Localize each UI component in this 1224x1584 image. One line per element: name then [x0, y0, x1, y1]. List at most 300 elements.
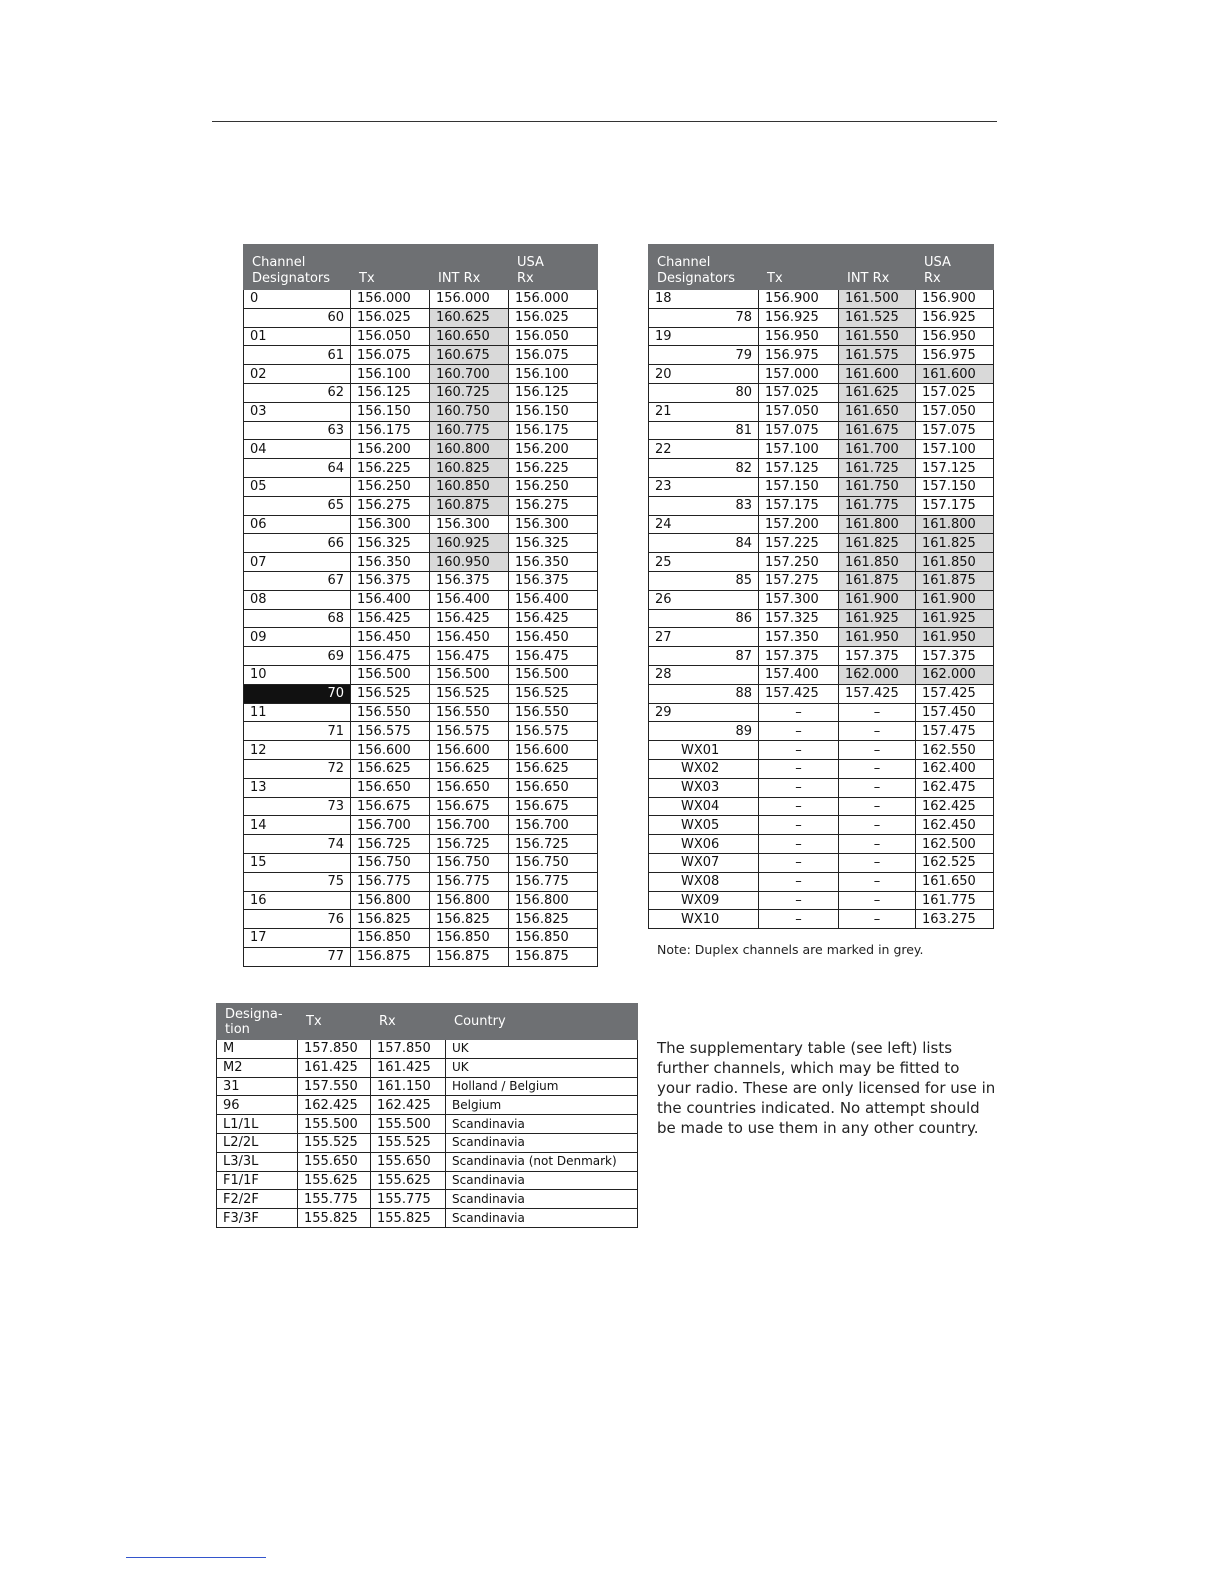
tx-frequency: 156.250	[351, 477, 430, 496]
tx-frequency: 156.350	[351, 553, 430, 572]
usa-rx-frequency: 156.975	[916, 346, 994, 365]
int-rx-frequency: –	[839, 703, 916, 722]
table-row	[217, 1133, 638, 1152]
int-rx-frequency: 160.950	[430, 553, 509, 572]
channel-designator: 09	[244, 628, 351, 647]
country: Scandinavia	[446, 1115, 638, 1134]
table-row	[649, 553, 994, 572]
tx-frequency: 156.225	[351, 459, 430, 478]
channel-designator: 84	[649, 534, 759, 553]
usa-rx-frequency: 156.400	[509, 590, 598, 609]
usa-rx-frequency: 162.500	[916, 835, 994, 854]
tx-frequency: 155.825	[298, 1209, 371, 1228]
usa-rx-frequency: 156.125	[509, 383, 598, 402]
col-header-designation: Designa- tion	[217, 1004, 298, 1040]
channel-designator: 03	[244, 402, 351, 421]
channel-designator: 02	[244, 365, 351, 384]
rx-frequency: 157.850	[371, 1040, 446, 1059]
table-row	[244, 571, 598, 590]
country: UK	[446, 1058, 638, 1077]
col-header-tx: Tx	[298, 1004, 371, 1040]
usa-rx-frequency: 156.525	[509, 684, 598, 703]
rx-frequency: 161.150	[371, 1077, 446, 1096]
table-row	[244, 910, 598, 929]
tx-frequency: 156.200	[351, 440, 430, 459]
designation: L3/3L	[217, 1152, 298, 1171]
int-rx-frequency: 157.375	[839, 647, 916, 666]
channel-designator: 77	[244, 947, 351, 966]
channel-designator: 83	[649, 496, 759, 515]
table-row	[217, 1096, 638, 1115]
usa-rx-frequency: 161.825	[916, 534, 994, 553]
table-row	[649, 741, 994, 760]
tx-frequency: 157.150	[759, 477, 839, 496]
tx-frequency: 157.225	[759, 534, 839, 553]
int-rx-frequency: 161.925	[839, 609, 916, 628]
int-rx-frequency: 156.825	[430, 910, 509, 929]
tx-frequency: 155.525	[298, 1133, 371, 1152]
int-rx-frequency: 161.575	[839, 346, 916, 365]
channel-designator: 22	[649, 440, 759, 459]
int-rx-frequency: 160.925	[430, 534, 509, 553]
tx-frequency: 156.625	[351, 759, 430, 778]
table-row	[217, 1190, 638, 1209]
usa-rx-frequency: 156.625	[509, 759, 598, 778]
int-rx-frequency: 160.775	[430, 421, 509, 440]
int-rx-frequency: 161.950	[839, 628, 916, 647]
designation: 96	[217, 1096, 298, 1115]
int-rx-frequency: 156.625	[430, 759, 509, 778]
int-rx-frequency: 161.500	[839, 290, 916, 309]
country: Scandinavia	[446, 1209, 638, 1228]
table-row	[649, 891, 994, 910]
table-row	[649, 327, 994, 346]
int-rx-frequency: 156.400	[430, 590, 509, 609]
usa-rx-frequency: 156.550	[509, 703, 598, 722]
tx-frequency: 156.525	[351, 684, 430, 703]
channel-designator: 21	[649, 402, 759, 421]
usa-rx-frequency: 156.725	[509, 835, 598, 854]
usa-rx-frequency: 156.150	[509, 402, 598, 421]
usa-rx-frequency: 156.200	[509, 440, 598, 459]
col-header-country: Country	[446, 1004, 638, 1040]
tx-frequency: 157.000	[759, 365, 839, 384]
usa-rx-frequency: 156.450	[509, 628, 598, 647]
table-row	[244, 290, 598, 309]
usa-rx-frequency: 156.875	[509, 947, 598, 966]
table-row	[649, 383, 994, 402]
channel-designator: 17	[244, 929, 351, 948]
usa-rx-frequency: 161.600	[916, 365, 994, 384]
tx-frequency: 156.000	[351, 290, 430, 309]
int-rx-frequency: –	[839, 853, 916, 872]
usa-rx-frequency: 161.875	[916, 571, 994, 590]
tx-frequency: 155.625	[298, 1171, 371, 1190]
tx-frequency: 157.100	[759, 440, 839, 459]
tx-frequency: 155.650	[298, 1152, 371, 1171]
col-header-tx: Tx	[351, 245, 430, 290]
channel-designator: 64	[244, 459, 351, 478]
usa-rx-frequency: 162.475	[916, 778, 994, 797]
country: Scandinavia	[446, 1133, 638, 1152]
int-rx-frequency: 156.650	[430, 778, 509, 797]
channel-designator: WX02	[649, 759, 759, 778]
table-row	[649, 853, 994, 872]
int-rx-frequency: 156.000	[430, 290, 509, 309]
table-row	[244, 590, 598, 609]
table-body	[244, 290, 598, 967]
channel-designator: 14	[244, 816, 351, 835]
table-row	[649, 534, 994, 553]
table-row	[244, 346, 598, 365]
table-row	[244, 327, 598, 346]
channel-designator: WX01	[649, 741, 759, 760]
int-rx-frequency: 161.625	[839, 383, 916, 402]
tx-frequency: 156.275	[351, 496, 430, 515]
int-rx-frequency: 156.375	[430, 571, 509, 590]
usa-rx-frequency: 156.425	[509, 609, 598, 628]
tx-frequency: 157.350	[759, 628, 839, 647]
channel-designator: 69	[244, 647, 351, 666]
usa-rx-frequency: 157.375	[916, 647, 994, 666]
tx-frequency: 156.700	[351, 816, 430, 835]
tx-frequency: –	[759, 872, 839, 891]
channel-designator: 82	[649, 459, 759, 478]
table-row	[649, 290, 994, 309]
usa-rx-frequency: 157.025	[916, 383, 994, 402]
usa-rx-frequency: 162.425	[916, 797, 994, 816]
usa-rx-frequency: 156.300	[509, 515, 598, 534]
usa-rx-frequency: 161.775	[916, 891, 994, 910]
channel-designator: 62	[244, 383, 351, 402]
channel-designator: 89	[649, 722, 759, 741]
int-rx-frequency: 160.825	[430, 459, 509, 478]
table-row	[649, 346, 994, 365]
usa-rx-frequency: 162.450	[916, 816, 994, 835]
table-row	[244, 741, 598, 760]
channel-designator: WX09	[649, 891, 759, 910]
supplementary-description: The supplementary table (see left) lists further channels, which may be fitted to your radio. These are only licensed for use in the countries indicated. No attempt should be made to use them in any other country.	[657, 1039, 996, 1137]
tx-frequency: 156.150	[351, 402, 430, 421]
usa-rx-frequency: 156.350	[509, 553, 598, 572]
table-row	[649, 778, 994, 797]
channel-designator: 78	[649, 308, 759, 327]
int-rx-frequency: 160.850	[430, 477, 509, 496]
table-row	[244, 440, 598, 459]
tx-frequency: 157.375	[759, 647, 839, 666]
duplex-note: Note: Duplex channels are marked in grey.	[657, 942, 924, 957]
country: Scandinavia	[446, 1171, 638, 1190]
usa-rx-frequency: 156.225	[509, 459, 598, 478]
table-row	[244, 308, 598, 327]
int-rx-frequency: 156.300	[430, 515, 509, 534]
country: Holland / Belgium	[446, 1077, 638, 1096]
tx-frequency: –	[759, 778, 839, 797]
tx-frequency: 157.075	[759, 421, 839, 440]
table-row	[244, 647, 598, 666]
table-row	[244, 515, 598, 534]
int-rx-frequency: 161.825	[839, 534, 916, 553]
country: Belgium	[446, 1096, 638, 1115]
usa-rx-frequency: 156.025	[509, 308, 598, 327]
rx-frequency: 161.425	[371, 1058, 446, 1077]
channel-designator: WX07	[649, 853, 759, 872]
table-row	[649, 402, 994, 421]
tx-frequency: 156.750	[351, 853, 430, 872]
tx-frequency: 156.600	[351, 741, 430, 760]
int-rx-frequency: 156.550	[430, 703, 509, 722]
table-row	[244, 459, 598, 478]
usa-rx-frequency: 161.650	[916, 872, 994, 891]
table-row	[244, 797, 598, 816]
tx-frequency: 156.425	[351, 609, 430, 628]
tx-frequency: 157.125	[759, 459, 839, 478]
usa-rx-frequency: 156.675	[509, 797, 598, 816]
tx-frequency: 156.950	[759, 327, 839, 346]
int-rx-frequency: 161.850	[839, 553, 916, 572]
col-header-rx: Rx	[371, 1004, 446, 1040]
tx-frequency: –	[759, 910, 839, 929]
int-rx-frequency: 161.800	[839, 515, 916, 534]
tx-frequency: 157.250	[759, 553, 839, 572]
tx-frequency: 157.850	[298, 1040, 371, 1059]
table-row	[649, 609, 994, 628]
tx-frequency: 157.175	[759, 496, 839, 515]
table-row	[649, 365, 994, 384]
tx-frequency: 156.475	[351, 647, 430, 666]
channel-designator: 18	[649, 290, 759, 309]
usa-rx-frequency: 161.850	[916, 553, 994, 572]
int-rx-frequency: 156.700	[430, 816, 509, 835]
table-row	[244, 703, 598, 722]
channel-designator: 86	[649, 609, 759, 628]
channel-table-right	[648, 244, 994, 929]
int-rx-frequency: 156.500	[430, 665, 509, 684]
country: Scandinavia (not Denmark)	[446, 1152, 638, 1171]
int-rx-frequency: –	[839, 797, 916, 816]
table-row	[649, 816, 994, 835]
designation: M	[217, 1040, 298, 1059]
designation: L2/2L	[217, 1133, 298, 1152]
int-rx-frequency: 156.800	[430, 891, 509, 910]
tx-frequency: –	[759, 853, 839, 872]
channel-designator: 71	[244, 722, 351, 741]
channel-designator: 19	[649, 327, 759, 346]
channel-designator: 76	[244, 910, 351, 929]
table-row	[244, 778, 598, 797]
channel-designator: 67	[244, 571, 351, 590]
usa-rx-frequency: 161.950	[916, 628, 994, 647]
int-rx-frequency: 161.675	[839, 421, 916, 440]
tx-frequency: 156.175	[351, 421, 430, 440]
table-header-row	[217, 1004, 638, 1040]
tx-frequency: 161.425	[298, 1058, 371, 1077]
tx-frequency: 156.375	[351, 571, 430, 590]
usa-rx-frequency: 157.150	[916, 477, 994, 496]
usa-rx-frequency: 162.000	[916, 665, 994, 684]
int-rx-frequency: –	[839, 891, 916, 910]
table-row	[649, 759, 994, 778]
channel-designator: 04	[244, 440, 351, 459]
tx-frequency: 156.575	[351, 722, 430, 741]
int-rx-frequency: 161.775	[839, 496, 916, 515]
int-rx-frequency: 160.650	[430, 327, 509, 346]
table-row	[217, 1171, 638, 1190]
usa-rx-frequency: 156.925	[916, 308, 994, 327]
usa-rx-frequency: 157.425	[916, 684, 994, 703]
col-header-designators: Channel Designators	[244, 245, 351, 290]
table-row	[244, 759, 598, 778]
table-row	[244, 609, 598, 628]
int-rx-frequency: 160.700	[430, 365, 509, 384]
table-row	[649, 590, 994, 609]
usa-rx-frequency: 156.775	[509, 872, 598, 891]
tx-frequency: 156.075	[351, 346, 430, 365]
table-row	[244, 722, 598, 741]
tx-frequency: 156.100	[351, 365, 430, 384]
int-rx-frequency: 161.750	[839, 477, 916, 496]
tx-frequency: 156.775	[351, 872, 430, 891]
channel-designator: 01	[244, 327, 351, 346]
rx-frequency: 155.825	[371, 1209, 446, 1228]
tx-frequency: 156.500	[351, 665, 430, 684]
int-rx-frequency: 156.775	[430, 872, 509, 891]
table-row	[649, 665, 994, 684]
rx-frequency: 155.500	[371, 1115, 446, 1134]
channel-designator: 26	[649, 590, 759, 609]
tx-frequency: 156.975	[759, 346, 839, 365]
int-rx-frequency: –	[839, 835, 916, 854]
rx-frequency: 155.650	[371, 1152, 446, 1171]
channel-designator: 60	[244, 308, 351, 327]
channel-designator: 05	[244, 477, 351, 496]
int-rx-frequency: 156.425	[430, 609, 509, 628]
usa-rx-frequency: 156.375	[509, 571, 598, 590]
usa-rx-frequency: 156.600	[509, 741, 598, 760]
usa-rx-frequency: 156.700	[509, 816, 598, 835]
designation: F2/2F	[217, 1190, 298, 1209]
channel-designator: 06	[244, 515, 351, 534]
channel-designator: 74	[244, 835, 351, 854]
int-rx-frequency: 162.000	[839, 665, 916, 684]
tx-frequency: –	[759, 759, 839, 778]
channel-designator: 75	[244, 872, 351, 891]
tx-frequency: 156.825	[351, 910, 430, 929]
usa-rx-frequency: 156.050	[509, 327, 598, 346]
usa-rx-frequency: 156.325	[509, 534, 598, 553]
usa-rx-frequency: 156.800	[509, 891, 598, 910]
tx-frequency: 156.725	[351, 835, 430, 854]
table-header-row	[649, 245, 994, 290]
table-row	[649, 910, 994, 929]
table-row	[244, 496, 598, 515]
int-rx-frequency: 156.525	[430, 684, 509, 703]
channel-designator: 66	[244, 534, 351, 553]
channel-designator: 16	[244, 891, 351, 910]
table-row	[244, 402, 598, 421]
channel-designator: WX10	[649, 910, 759, 929]
int-rx-frequency: 161.650	[839, 402, 916, 421]
table-row	[649, 872, 994, 891]
int-rx-frequency: 156.850	[430, 929, 509, 948]
designation: 31	[217, 1077, 298, 1096]
usa-rx-frequency: 156.075	[509, 346, 598, 365]
tx-frequency: 155.500	[298, 1115, 371, 1134]
usa-rx-frequency: 157.050	[916, 402, 994, 421]
usa-rx-frequency: 157.175	[916, 496, 994, 515]
rx-frequency: 162.425	[371, 1096, 446, 1115]
tx-frequency: 157.300	[759, 590, 839, 609]
table-header-row	[244, 245, 598, 290]
table-row	[217, 1115, 638, 1134]
usa-rx-frequency: 156.825	[509, 910, 598, 929]
table-row	[649, 515, 994, 534]
usa-rx-frequency: 157.100	[916, 440, 994, 459]
tx-frequency: 157.025	[759, 383, 839, 402]
table-row	[217, 1077, 638, 1096]
usa-rx-frequency: 156.650	[509, 778, 598, 797]
rx-frequency: 155.625	[371, 1171, 446, 1190]
table-row	[649, 835, 994, 854]
channel-designator: WX08	[649, 872, 759, 891]
tx-frequency: 156.125	[351, 383, 430, 402]
int-rx-frequency: 161.725	[839, 459, 916, 478]
usa-rx-frequency: 162.550	[916, 741, 994, 760]
usa-rx-frequency: 161.900	[916, 590, 994, 609]
designation: L1/1L	[217, 1115, 298, 1134]
int-rx-frequency: 161.600	[839, 365, 916, 384]
int-rx-frequency: –	[839, 759, 916, 778]
table-row	[244, 853, 598, 872]
col-header-usa-rx: USA Rx	[509, 245, 598, 290]
tx-frequency: 156.875	[351, 947, 430, 966]
channel-designator: 08	[244, 590, 351, 609]
table-row	[244, 929, 598, 948]
channel-designator: 85	[649, 571, 759, 590]
channel-designator: 72	[244, 759, 351, 778]
table-row	[244, 891, 598, 910]
usa-rx-frequency: 156.500	[509, 665, 598, 684]
usa-rx-frequency: 156.250	[509, 477, 598, 496]
tx-frequency: 155.775	[298, 1190, 371, 1209]
channel-designator: 0	[244, 290, 351, 309]
int-rx-frequency: 160.875	[430, 496, 509, 515]
int-rx-frequency: 160.625	[430, 308, 509, 327]
channel-designator: 10	[244, 665, 351, 684]
channel-designator: 12	[244, 741, 351, 760]
table-row	[217, 1058, 638, 1077]
table-row	[244, 534, 598, 553]
table-body	[649, 290, 994, 929]
channel-designator: 70	[244, 684, 351, 703]
usa-rx-frequency: 157.125	[916, 459, 994, 478]
country: Scandinavia	[446, 1190, 638, 1209]
tx-frequency: 156.025	[351, 308, 430, 327]
table-row	[244, 816, 598, 835]
usa-rx-frequency: 162.400	[916, 759, 994, 778]
int-rx-frequency: 156.575	[430, 722, 509, 741]
channel-designator: 20	[649, 365, 759, 384]
usa-rx-frequency: 162.525	[916, 853, 994, 872]
designation: F3/3F	[217, 1209, 298, 1228]
tx-frequency: –	[759, 891, 839, 910]
table-row	[244, 365, 598, 384]
table-row	[649, 722, 994, 741]
usa-rx-frequency: 156.575	[509, 722, 598, 741]
table-row	[649, 496, 994, 515]
tx-frequency: 156.050	[351, 327, 430, 346]
supplementary-table	[216, 1003, 638, 1228]
